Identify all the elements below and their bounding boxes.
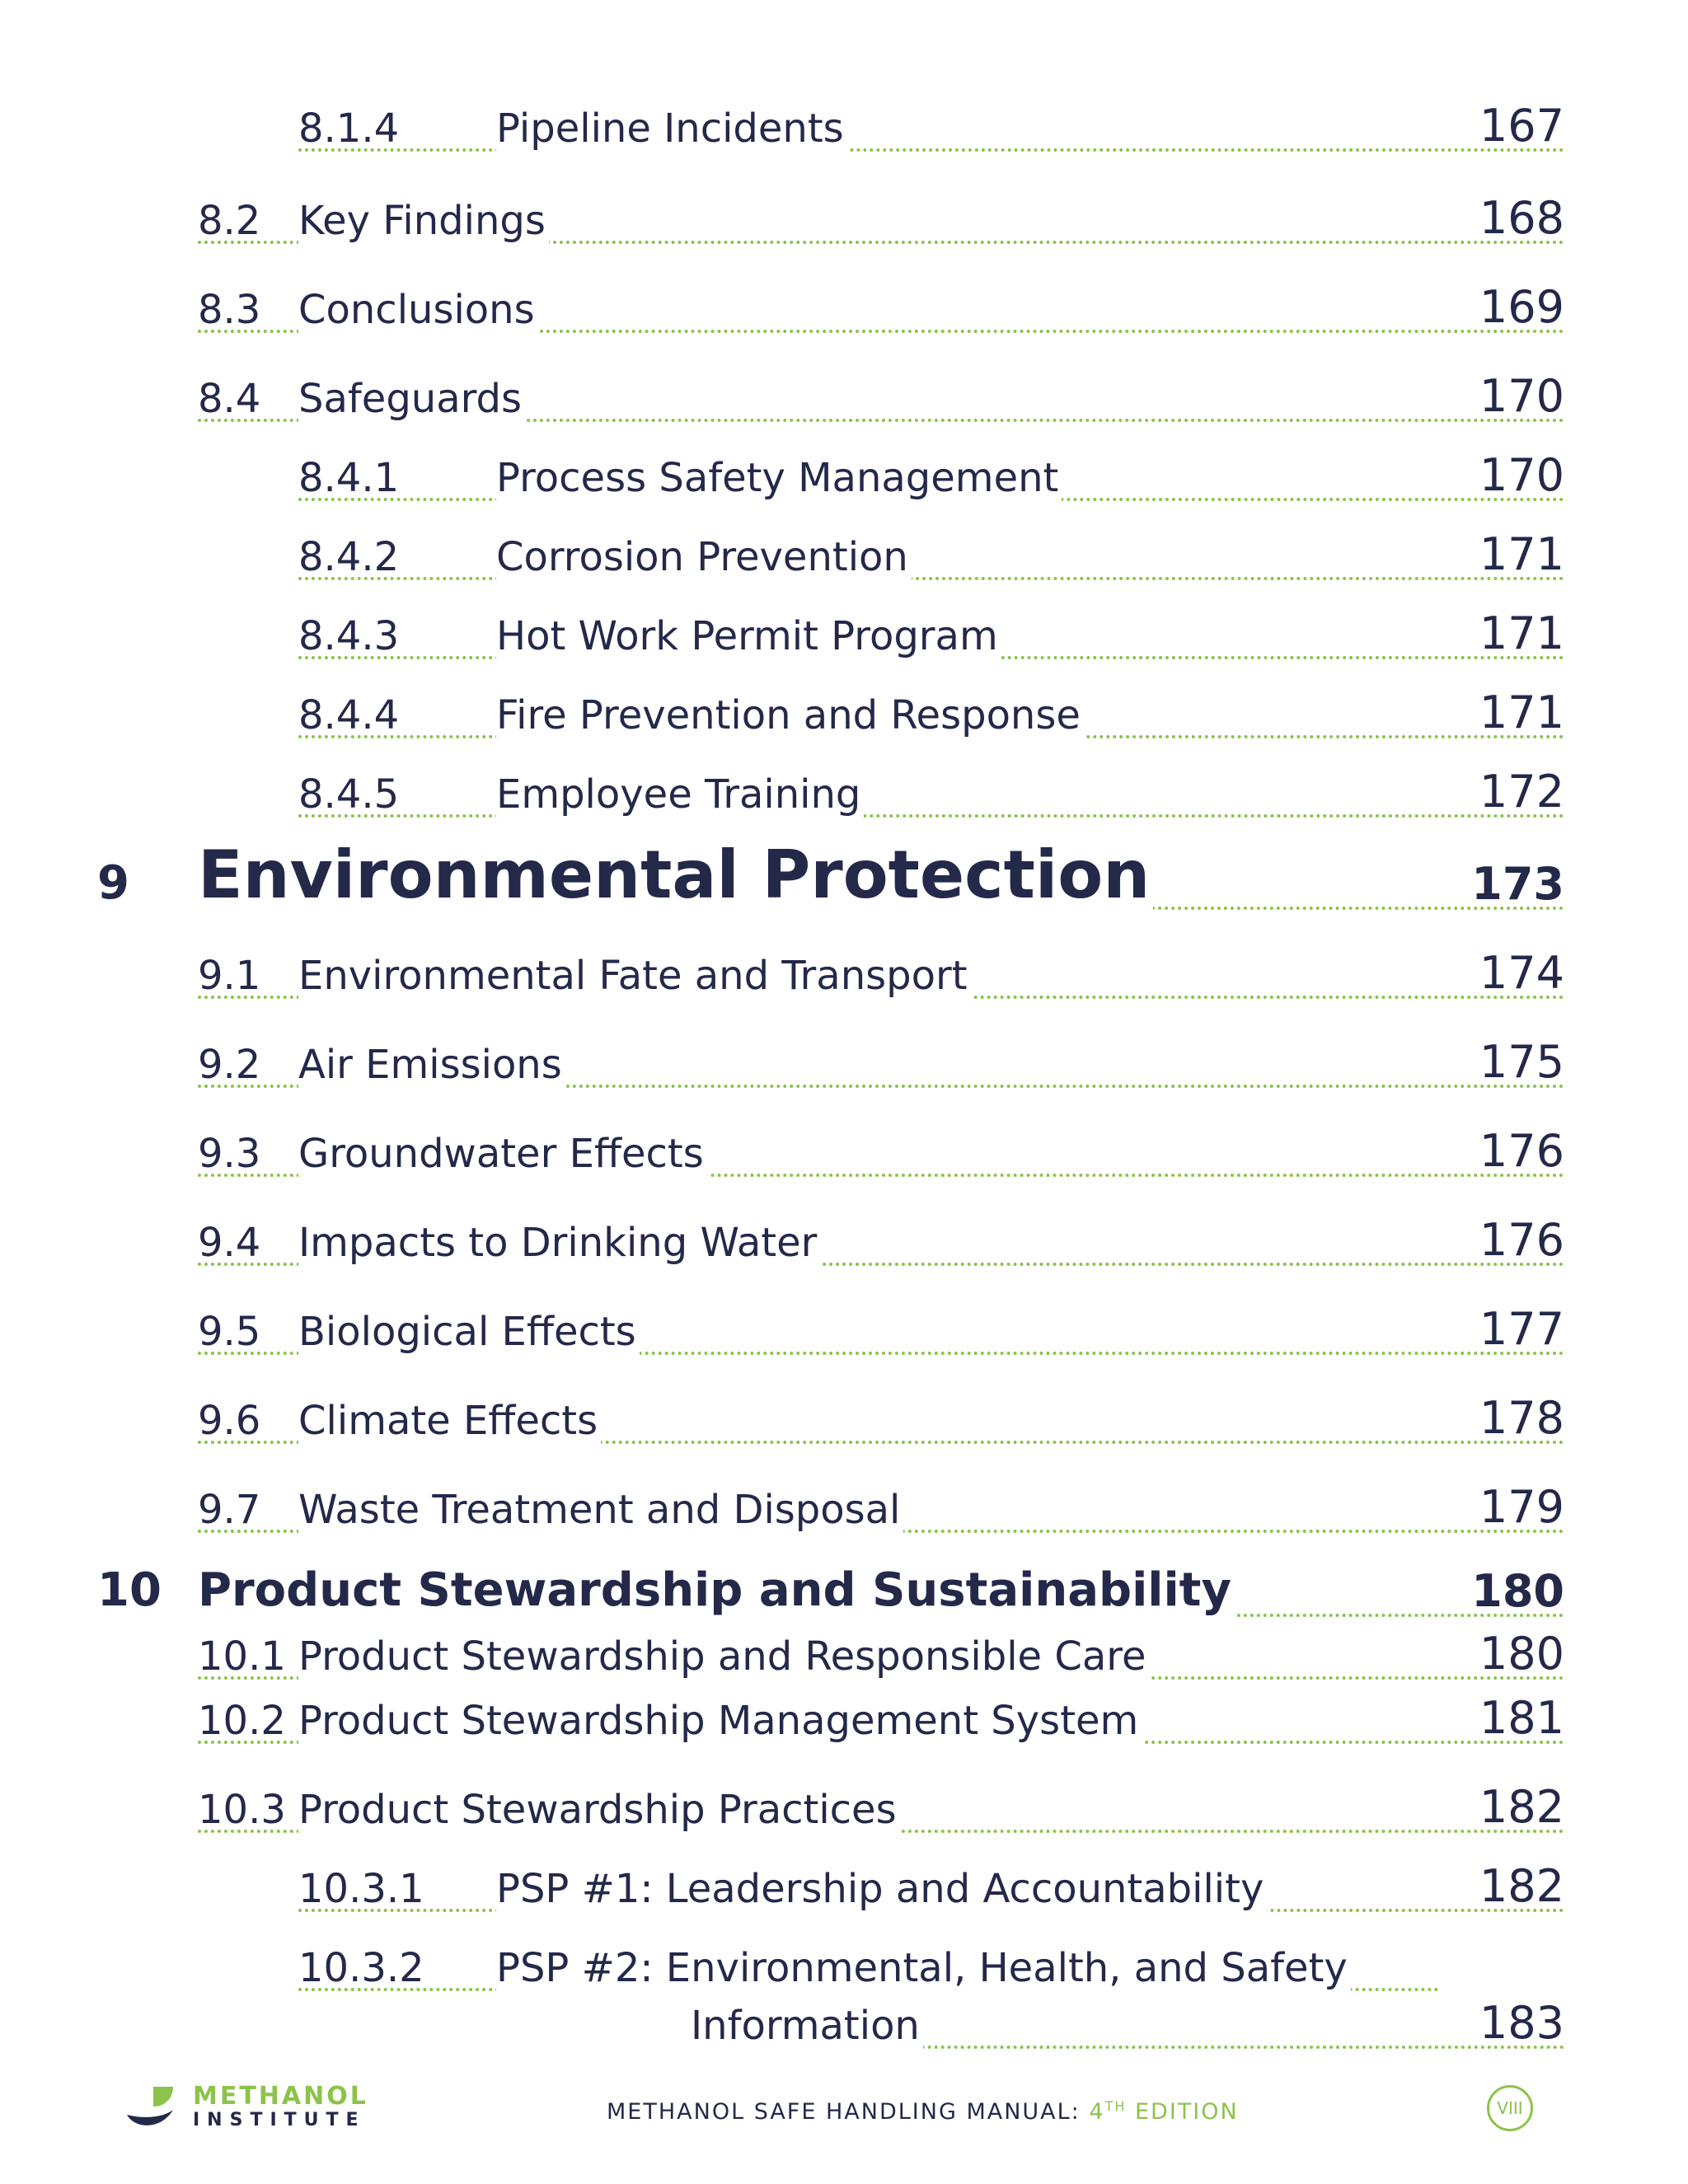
page-number: 169 <box>1479 281 1564 333</box>
section-number: 9.5 <box>198 1309 261 1355</box>
page-number: 180 <box>1471 1565 1564 1617</box>
page-number: 170 <box>1479 449 1564 501</box>
section-number: 8.4.3 <box>298 613 400 659</box>
toc-entry[interactable] <box>0 1391 1688 1451</box>
toc-entry[interactable] <box>0 607 1688 666</box>
section-title-continuation: Information <box>691 2006 923 2046</box>
toc-entry[interactable] <box>0 1213 1688 1272</box>
logo-mark-icon <box>125 2082 178 2131</box>
methanol-institute-logo <box>125 2082 373 2131</box>
logo-text-methanol: METHANOL <box>193 2082 368 2111</box>
section-title: Climate Effects <box>298 1401 601 1441</box>
chapter-number: 10 <box>97 1563 162 1617</box>
section-title: Pipeline Incidents <box>496 109 847 148</box>
page-number: 177 <box>1479 1303 1564 1355</box>
manual-title <box>607 2098 1239 2125</box>
page-number: 171 <box>1479 687 1564 738</box>
page-number-badge: VIII <box>1487 2085 1533 2131</box>
toc-entry[interactable] <box>0 100 1688 158</box>
logo-text-institute: INSTITUTE <box>193 2110 366 2130</box>
section-title: Corrosion Prevention <box>496 537 912 577</box>
page-number: 182 <box>1479 1781 1564 1833</box>
section-title: Safeguards <box>298 379 525 419</box>
section-number: 8.3 <box>198 287 261 333</box>
toc-chapter-entry[interactable] <box>0 826 1688 916</box>
section-title: Fire Prevention and Response <box>496 696 1084 735</box>
toc-chapter-entry[interactable] <box>0 1558 1688 1624</box>
section-number: 8.4 <box>198 376 261 422</box>
section-number: 8.1.4 <box>298 105 400 152</box>
toc-entry[interactable] <box>0 449 1688 508</box>
chapter-title: Product Stewardship and Sustainability <box>198 1568 1235 1614</box>
page-number: 176 <box>1479 1125 1564 1177</box>
toc-entry[interactable] <box>0 369 1688 429</box>
section-number: 8.2 <box>198 198 261 244</box>
section-number: 8.4.2 <box>298 534 400 580</box>
toc-entry[interactable] <box>0 1940 1688 1998</box>
section-number: 9.6 <box>198 1398 261 1444</box>
toc-entry[interactable] <box>0 191 1688 251</box>
page-number: 175 <box>1479 1036 1564 1088</box>
page-number: 171 <box>1479 528 1564 580</box>
page-number: 182 <box>1479 1860 1564 1912</box>
section-number: 9.4 <box>198 1220 261 1266</box>
section-number: 8.4.4 <box>298 692 400 738</box>
page-number: 170 <box>1479 370 1564 422</box>
toc-entry[interactable] <box>0 1302 1688 1361</box>
section-title: Employee Training <box>496 775 864 814</box>
edition-label: 4TH EDITION <box>1089 2098 1239 2125</box>
section-number: 9.3 <box>198 1131 261 1177</box>
section-title: Product Stewardship Practices <box>298 1790 900 1830</box>
section-number: 8.4.5 <box>298 771 400 818</box>
page-number: 179 <box>1479 1481 1564 1533</box>
dot-leader <box>298 577 1564 580</box>
section-title: Air Emissions <box>298 1045 565 1085</box>
section-title: Conclusions <box>298 290 538 330</box>
section-number: 10.3.2 <box>298 1945 424 1991</box>
toc-entry[interactable] <box>0 687 1688 745</box>
toc-entry[interactable] <box>0 1124 1688 1183</box>
section-title: Process Safety Management <box>496 458 1062 498</box>
page-number: 168 <box>1479 192 1564 244</box>
page-number: 178 <box>1479 1392 1564 1444</box>
toc-entry[interactable] <box>0 1691 1688 1750</box>
dot-leader <box>298 814 1564 818</box>
page-number: 173 <box>1471 858 1564 910</box>
section-number: 8.4.1 <box>298 455 400 501</box>
page-number: 176 <box>1479 1214 1564 1266</box>
toc-entry[interactable] <box>0 1480 1688 1540</box>
page-number: 174 <box>1479 947 1564 999</box>
chapter-title: Environmental Protection <box>198 842 1153 908</box>
toc-entry[interactable] <box>0 280 1688 340</box>
section-number: 9.2 <box>198 1042 261 1088</box>
manual-title-text: METHANOL SAFE HANDLING MANUAL: <box>607 2099 1081 2125</box>
page-number: 167 <box>1479 100 1564 152</box>
section-number: 9.7 <box>198 1487 261 1533</box>
page-number: 171 <box>1479 607 1564 659</box>
section-title: Environmental Fate and Transport <box>298 956 971 996</box>
page-number: 172 <box>1479 766 1564 818</box>
chapter-number: 9 <box>97 856 129 910</box>
toc-entry[interactable] <box>0 1860 1688 1919</box>
toc-entry-continuation[interactable] <box>0 1998 1688 2055</box>
section-title: Impacts to Drinking Water <box>298 1223 820 1263</box>
page-number: 180 <box>1479 1628 1564 1680</box>
toc-entry[interactable] <box>0 1627 1688 1686</box>
section-title: PSP #2: Environmental, Health, and Safety <box>496 1948 1351 1988</box>
section-number: 9.1 <box>198 953 261 999</box>
section-number: 10.2 <box>198 1698 286 1744</box>
section-title: PSP #1: Leadership and Accountability <box>496 1869 1267 1909</box>
toc-entry[interactable] <box>0 1780 1688 1840</box>
section-title: Biological Effects <box>298 1312 640 1352</box>
toc-entry[interactable] <box>0 528 1688 587</box>
section-title: Waste Treatment and Disposal <box>298 1490 903 1530</box>
toc-entry[interactable] <box>0 1035 1688 1094</box>
dot-leader <box>298 148 1564 152</box>
toc-entry[interactable] <box>0 766 1688 824</box>
section-title: Hot Work Permit Program <box>496 616 1001 656</box>
section-title: Product Stewardship and Responsible Care <box>298 1637 1149 1676</box>
page-number: 181 <box>1479 1692 1564 1744</box>
toc-entry[interactable] <box>0 946 1688 1005</box>
section-number: 10.3 <box>198 1787 286 1833</box>
section-number: 10.3.1 <box>298 1866 424 1912</box>
section-title: Groundwater Effects <box>298 1134 707 1174</box>
page-number: 183 <box>1479 1997 1564 2049</box>
section-title: Key Findings <box>298 201 549 241</box>
section-title: Product Stewardship Management System <box>298 1701 1142 1741</box>
section-number: 10.1 <box>198 1633 286 1680</box>
